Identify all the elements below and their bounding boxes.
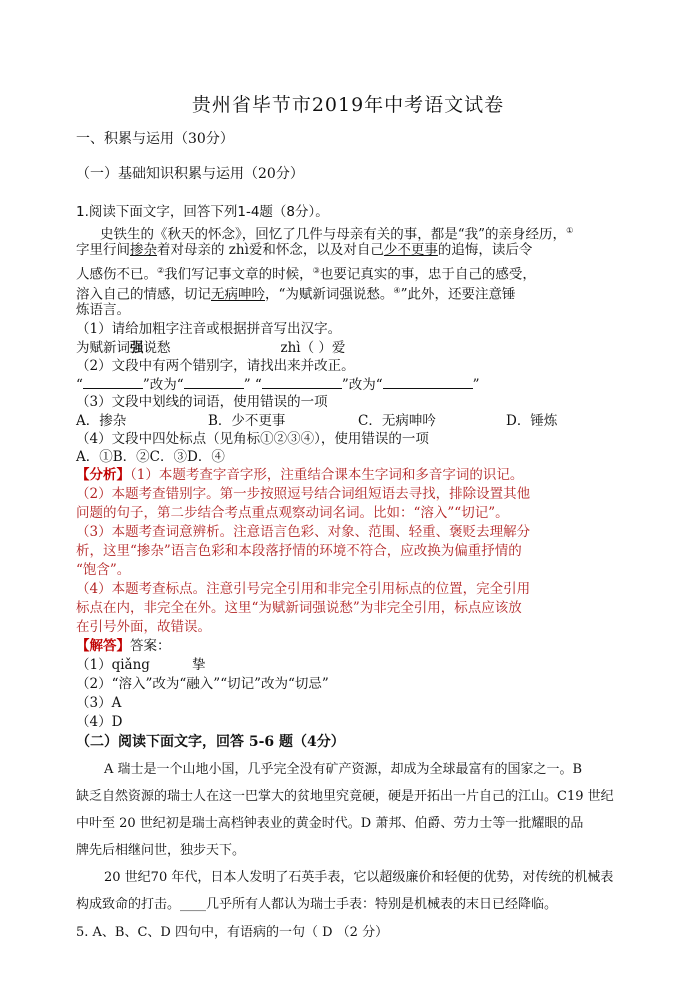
passage-line: 溶入自己的情感，切记无病呻吟，“为赋新词强说愁。④”此外，还要注意锤 [76,286,516,303]
answer-blank [184,375,244,389]
answer-heading: 【解答】答案： [76,638,171,654]
footnote-mark: ③ [312,266,320,275]
subquestion-2: （2）文段中有两个错别字，请找出来并改正。 [76,358,355,374]
answer-line: （2）“溶入”改为“融入”“切记”改为“切忌” [76,676,329,692]
answer-blank [383,375,473,389]
footnote-mark: ④ [393,286,401,295]
subquestion-4: （4）文段中四处标点（见角标①②③④），使用错误的一项 [76,431,429,447]
reading-line: 中叶至 20 世纪初是瑞士高档钟表业的黄金时代。D 萧邦、伯爵、劳力士等一批耀眼的品 [76,816,584,831]
bold-char: 强 [130,340,144,356]
passage-line: 炼语言。 [76,302,130,318]
underlined-word: 无病呻吟 [211,286,265,303]
analysis-line: 标点在内，非完全在外。这里“为赋新词强说愁”为非完全引用，标点应该放 [76,600,522,616]
answer-blank [262,375,342,389]
answer-line: （3）A [76,695,122,711]
reading-line: A 瑞士是一个山地小国，几乎完全没有矿产资源，却成为全球最富有的国家之一。B [104,762,583,777]
reading-line: 牌先后相继问世，独步天下。 [76,843,246,858]
analysis-line: 析，这里“掺杂”语言色彩和本段落抒情的环境不符合，应改换为偏重抒情的 [76,543,522,559]
subquestion-1-items: 为赋新词强说愁 zhì（ ）爱 [76,340,346,356]
underlined-word: 掺杂 [130,242,157,258]
analysis-line: 【分析】（1）本题考查字音字形，注重结合课本生字词和多音字词的识记。 [76,467,524,483]
footnote-mark: ② [157,266,165,275]
option-b: B．少不更事 [208,413,286,429]
reading-line: 构成致命的打击。____几乎所有人都认为瑞士手表：特别是机械表的末日已经降临。 [76,897,558,912]
subquestion-1: （1）请给加粗字注音或根据拼音写出汉字。 [76,321,342,337]
section-heading: 一、积累与运用（30分） [76,131,234,147]
footnote-mark: ① [566,226,574,235]
passage-line: 人感伤不已。②我们写记事文章的时候，③也要记真实的事，忠于自己的感受， [76,266,536,283]
option-c: C．无病呻吟 [358,413,436,429]
answer-blank [83,375,143,389]
option-d: D．锤炼 [506,413,558,429]
analysis-tag: 【分析】 [76,467,130,483]
analysis-line: （3）本题考查词意辨析。注意语言色彩、对象、范围、轻重、褒贬去理解分 [76,524,531,540]
reading-line: 20 世纪70 年代，日本人发明了石英手表，它以超级廉价和轻便的优势，对传统的机械表 [104,870,614,885]
analysis-line: 在引号外面，故错误。 [76,619,211,635]
question-1-prompt: 1.阅读下面文字，回答下列1-4题（8分）。 [76,204,329,220]
question-5: 5. A、B、C、D 四句中，有语病的一句（ D （2 分） [76,925,389,940]
subsection-heading: （二）阅读下面文字，回答 5-6 题（4分） [76,734,345,750]
analysis-line: （2）本题考查错别字。第一步按照逗号结合词组短语去寻找，排除设置其他 [76,486,531,502]
subquestion-4-options: A．①B．②C．③D．④ [76,449,225,465]
answer-line: （1）qiǎng 挚 [76,657,206,673]
answer-line: （4）D [76,714,123,730]
page-title: 贵州省毕节市2019年中考语文试卷 [191,94,505,116]
reading-line: 缺乏自然资源的瑞士人在这一巴掌大的贫地里究竟硬，硬是开拓出一片自己的江山。C19 世纪 [76,789,614,804]
answer-tag: 【解答】 [76,638,130,654]
subsection-heading: （一）基础知识积累与运用（20分） [76,166,304,182]
analysis-line: 问题的句子，第二步结合考点重点观察动词名词。比如：“溶入”“切记”。 [76,505,509,521]
analysis-line: “饱含”。 [76,562,131,578]
analysis-line: （4）本题考查标点。注意引号完全引用和非完全引用标点的位置，完全引用 [76,581,531,597]
subquestion-3-options [76,412,636,431]
underlined-word: 少不更事 [383,242,438,258]
option-a: A．掺杂 [76,413,127,429]
subquestion-3: （3）文段中划线的词语，使用错误的一项 [76,394,328,410]
passage-line: 字里行间掺杂着对母亲的 zhì爱和怀念，以及对自己少不更事的追悔，读后令 [76,242,533,258]
subquestion-2-blanks: “ ”改为“ ” “ ”改为“ ” [76,377,480,393]
passage-line: 史铁生的《秋天的怀念》，回忆了几件与母亲有关的事，都是“我”的亲身经历，① [100,226,574,243]
